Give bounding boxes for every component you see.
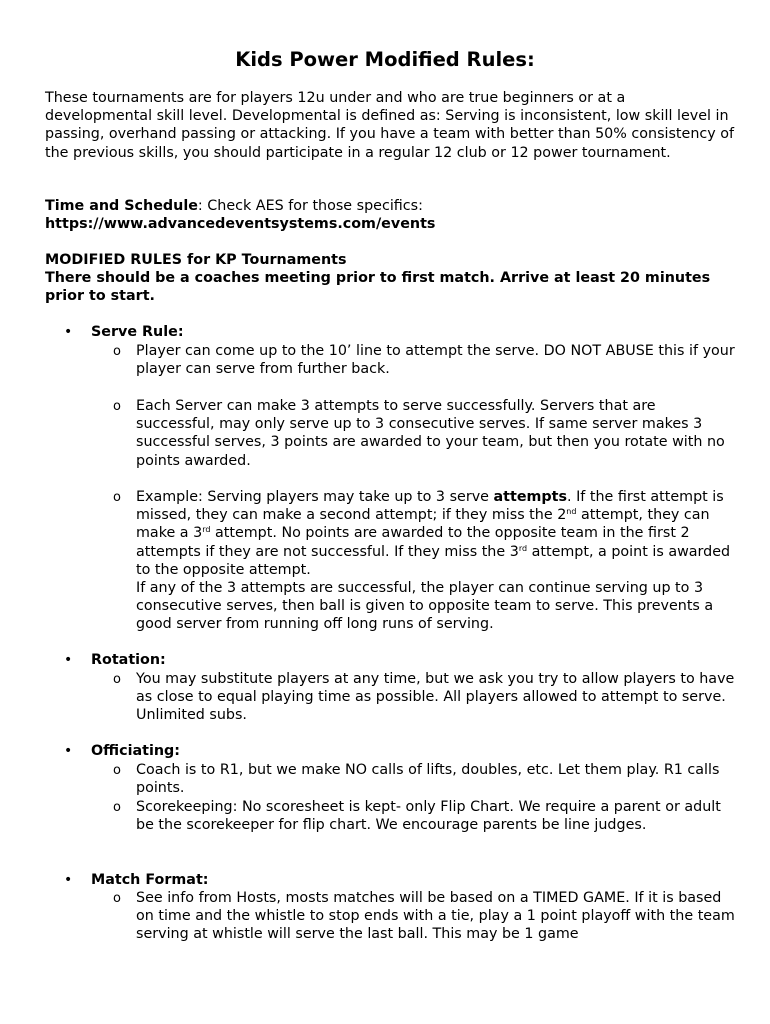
serve-rule-item-1: Player can come up to the 10’ line to attempt the serve. DO NOT ABUSE this if your player can serve from further back. [136,343,735,378]
sub-bullet-icon: o [113,490,121,505]
bullet-icon: • [64,324,73,340]
bullet-icon: • [64,872,73,888]
schedule-heading: Time and Schedule [45,198,198,214]
document-title: Kids Power Modified Rules: [235,48,535,71]
serve-rule-item-2: Each Server can make 3 attempts to serve successfully. Servers that are successful, may only serve up to 3 consecutive serves. If same server makes 3 successful serves, 3 points are awarded to your team, but then you rotate with no points awarded. [136,398,725,469]
intro-paragraph: These tournaments are for players 12u under and who are true beginners or at a developmental skill level. Developmental is defined as: Serving is inconsistent, low skill level in passing, overhand passing or attacking. If you have a team with better than 50% consistency of the previous skills, you should participate in a regular 12 club or 12 power tournament. [45,90,735,161]
sub-bullet-icon: o [113,800,121,815]
sub-bullet-icon: o [113,672,121,687]
schedule-text: : Check AES for those specifics: [197,198,423,214]
modified-rules-section [45,251,735,306]
modified-heading: MODIFIED RULES for KP Tournaments [45,252,347,268]
sub-bullet-icon: o [113,763,121,778]
serve-rule-heading: Serve Rule: [91,324,184,340]
officiating-heading: Officiating: [91,743,180,759]
schedule-section [45,197,735,233]
serve-rule-item-3: Example: Serving players may take up to 3 serve attempts. If the first attempt is missed, they can make a second attempt; if they miss the 2nd attempt, they can make a 3rd attempt. No points are awarded to the opposite team in the first 2 attempts if they are not successful. If they miss the 3rd attempt, a point is awarded to the opposite attempt. If any of the 3 attempts are successful, the player can continue serving up to 3 consecutive serves, then ball is given to opposite team to serve. This prevents a good server from running off long runs of serving. [136,489,731,633]
match-format-heading: Match Format: [91,872,209,888]
officiating-item-1: Coach is to R1, but we make NO calls of lifts, doubles, etc. Let them play. R1 calls points. [136,762,720,797]
sub-bullet-icon: o [113,344,121,359]
rotation-heading: Rotation: [91,652,166,668]
officiating-item-2: Scorekeeping: No scoresheet is kept- only Flip Chart. We require a parent or adult be the scorekeeper for flip chart. We encourage parents be line judges. [136,799,721,834]
bullet-icon: • [64,652,73,668]
coaches-meeting-note: There should be a coaches meeting prior to first match. Arrive at least 20 minutes prior to start. [45,270,711,305]
rotation-item-1: You may substitute players at any time, but we ask you try to allow players to have as close to equal playing time as possible. All players allowed to attempt to serve. Unlimited subs. [136,671,735,724]
bullet-icon: • [64,743,73,759]
match-format-item-1: See info from Hosts, mosts matches will be based on a TIMED GAME. If it is based on time and the whistle to stop ends with a tie, play a 1 point playoff with the team serving at whistle will serve the last ball. This may be 1 game [136,890,735,943]
schedule-url: https://www.advancedeventsystems.com/events [45,216,436,233]
sub-bullet-icon: o [113,399,121,414]
sub-bullet-icon: o [113,891,121,906]
